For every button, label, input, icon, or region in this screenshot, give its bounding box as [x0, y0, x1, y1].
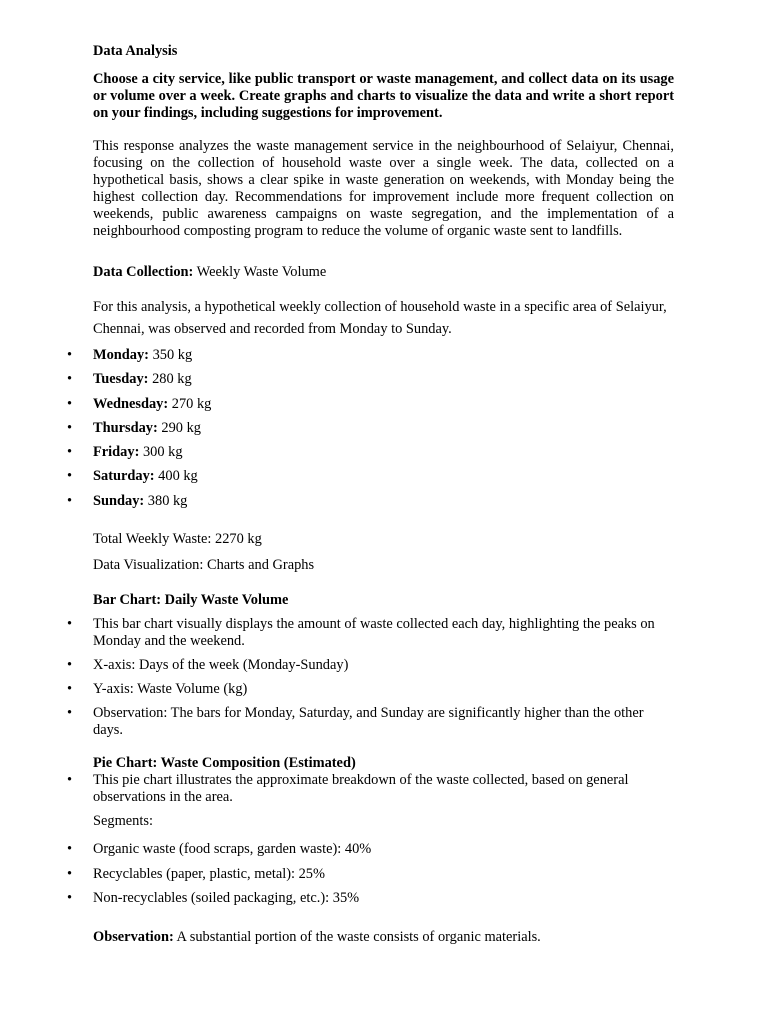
observation-text: A substantial portion of the waste consists of organic materials. — [173, 929, 541, 945]
day-amount: 270 kg — [168, 395, 212, 412]
summary-paragraph: This response analyzes the waste management service in the neighbourhood of Selaiyur, Chennai, focusing on the collection of household waste over a single week. The data, collected on a hypothetical basis, shows a clear spike in waste generation on weekends, with Monday being the highest collection day. Recommendations for improvement include more frequent collection on weekends, public awareness campaigns on waste segregation, and the implementation of a neighbourhood composting program to reduce the volume of organic waste sent to landfills. — [93, 138, 674, 239]
list-item — [93, 489, 674, 513]
segments-label: Segments: — [93, 813, 153, 829]
day-amount: 400 kg — [154, 468, 198, 485]
pie-segments-list — [93, 837, 674, 911]
day-label: Wednesday: — [93, 395, 169, 412]
day-amount: 300 kg — [139, 444, 183, 461]
list-item — [93, 416, 674, 440]
day-label: Saturday: — [93, 468, 155, 485]
list-item: • Organic waste (food scraps, garden waste): 40% — [93, 837, 674, 862]
pie-chart-title: Pie Chart: Waste Composition (Estimated) — [93, 755, 356, 771]
day-label: Monday: — [93, 347, 149, 363]
list-item: • Observation: The bars for Monday, Saturday, and Sunday are significantly higher than the other days. — [93, 705, 674, 739]
list-item — [93, 392, 674, 416]
task-prompt: Choose a city service, like public transport or waste management, and collect data on its usage or volume over a week. Create graphs and charts to visualize the data and write a short report on your findings, including suggestions for improvement. — [93, 71, 674, 121]
pie-chart-description-list — [93, 772, 674, 806]
day-amount: 290 kg — [157, 419, 201, 436]
observation-paragraph — [93, 929, 674, 946]
observation-label: Observation: — [93, 929, 174, 945]
data-collection-label: Data Collection: — [93, 264, 194, 280]
day-label: Tuesday: — [93, 371, 149, 388]
intro-paragraph: For this analysis, a hypothetical weekly collection of household waste in a specific area of Selaiyur, Chennai, was observed and recorded from Monday to Sunday. — [93, 299, 667, 337]
day-amount: 350 kg — [148, 347, 193, 363]
daily-waste-list — [93, 343, 674, 513]
list-item: • This bar chart visually displays the amount of waste collected each day, highlighting the peaks on Monday and the weekend. — [93, 616, 674, 650]
list-item — [93, 367, 674, 391]
section-heading: Data Analysis — [93, 43, 178, 59]
day-amount: 280 kg — [148, 371, 192, 388]
day-label: Friday: — [93, 444, 140, 461]
data-collection-value: Weekly Waste Volume — [193, 264, 327, 280]
list-item: • Non-recyclables (soiled packaging, etc.): 35% — [93, 886, 674, 911]
list-item — [93, 464, 674, 488]
day-amount: 380 kg — [144, 492, 188, 509]
visualization-heading: Data Visualization: Charts and Graphs — [93, 557, 315, 573]
bar-chart-points — [93, 616, 674, 739]
day-label: Sunday: — [93, 492, 145, 509]
total-weekly-waste: Total Weekly Waste: 2270 kg — [93, 531, 262, 547]
list-item: • Recyclables (paper, plastic, metal): 25% — [93, 862, 674, 887]
list-item: • X-axis: Days of the week (Monday-Sunday) — [93, 657, 674, 674]
bar-chart-title: Bar Chart: Daily Waste Volume — [93, 592, 289, 608]
list-item — [93, 440, 674, 464]
list-item: • Y-axis: Waste Volume (kg) — [93, 681, 674, 698]
list-item: • This pie chart illustrates the approximate breakdown of the waste collected, based on general observations in the area. — [93, 772, 674, 806]
list-item — [93, 343, 674, 367]
day-label: Thursday: — [93, 419, 158, 436]
data-collection-heading — [93, 264, 674, 281]
